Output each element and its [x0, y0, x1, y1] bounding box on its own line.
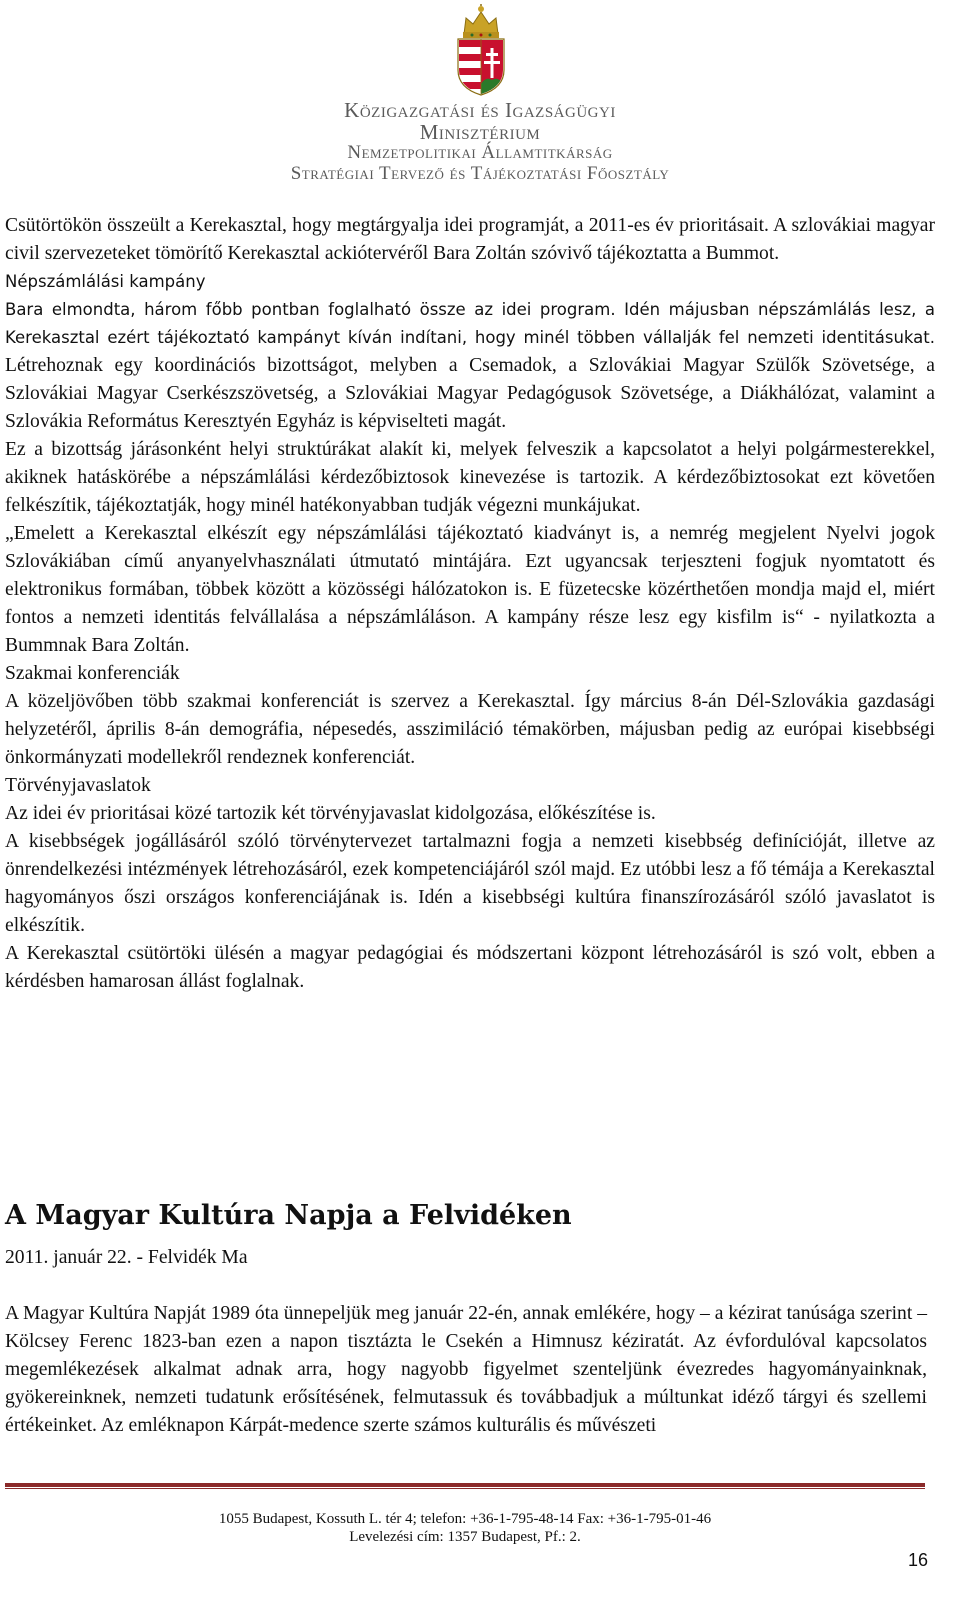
- paragraph-2-serif-part: Létrehoznak egy koordinációs bizottságot, melyben a Csemadok, a Szlovákiai Magyar Szülők Szövetsége, a Szlovákiai Magyar Cserkészszövetség, a Szlovákiai Magyar Pedagógusok Szövetsége, a Diákhálózat, valamint a Szlovákia Református Keresztyén Egyház is képviselteti magát.: [5, 355, 935, 432]
- org-name-line1: Közigazgatási és Igazságügyi: [344, 98, 616, 122]
- hungarian-coat-of-arms-icon: [452, 4, 510, 96]
- article-2-title: A Magyar Kultúra Napja a Felvidéken: [5, 1200, 572, 1231]
- page-number: 16: [907, 1550, 928, 1570]
- article-1-paragraph-2: [5, 296, 935, 436]
- org-department-line: Nemzetpolitikai Államtitkárság: [347, 142, 613, 163]
- paragraph-2-sans-part: Bara elmondta, három főbb pontban foglalható össze az idei program. Idén májusban népszámlálás lesz, a Kerekasztal ezért tájékoztató kampányt kíván indítani, hogy minél többen vállalják fel nemzeti identitásukat.: [5, 300, 935, 347]
- letterhead: [0, 0, 960, 200]
- article-2-paragraph-1: A Magyar Kultúra Napját 1989 óta ünnepeljük meg január 22-én, annak emlékére, hogy – a kézirat tanúsága szerint – Kölcsey Ferenc 1823-ban ezen a napon tisztázta le Csekén a Himnusz kéziratát. Az évfordulóval kapcsolatos megemlékezések alkalmat adnak arra, hogy nagyobb figyelmet szenteljünk évezredes hagyományainknak, gyökereinknek, nemzeti tudatunk erősítésének, felmutassuk és továbbadjuk a múltunkat idéző tárgyi és szellemi értékeinket. Az emléknapon Kárpát-medence szerte számos kulturális és művészeti: [5, 1303, 927, 1436]
- footer-mailing-address: Levelezési cím: 1357 Budapest, Pf.: 2.: [349, 1529, 581, 1545]
- article-1-body: [5, 212, 935, 996]
- org-name-line2: Minisztérium: [419, 120, 541, 144]
- subheading-conferences: Szakmai konferenciák: [5, 663, 180, 684]
- article-1-paragraph-8: A Kerekasztal csütörtöki ülésén a magyar pedagógiai és módszertani központ létrehozásáról is szó volt, ebben a kérdésben hamarosan állást foglalnak.: [5, 943, 935, 992]
- subheading-bills: Törvényjavaslatok: [5, 775, 151, 796]
- subheading-census-campaign: Népszámlálási kampány: [5, 272, 206, 291]
- article-1-paragraph-7: A kisebbségek jogállásáról szóló törvénytervezet tartalmazni fogja a nemzeti kisebbség definícióját, illetve az önrendelkezési intézmények létrehozásáról, ezek kompetenciájáról szól majd. Ez utóbbi lesz a fő témája a Kerekasztal hagyományos őszi országos konferenciájának is. Idén a kisebbségi kultúra finanszírozásáról szóló javaslatot is elkészítik.: [5, 831, 935, 936]
- article-1-paragraph-4: „Emelett a Kerekasztal elkészít egy népszámlálási tájékoztató kiadványt is, a nemrég megjelent Nyelvi jogok Szlovákiában című anyanyelvhasználati útmutató mintájára. Ezt ugyancsak terjeszteni fogjuk nyomtatott és elektronikus formában, többek között a közösségi hálózatokon is. E füzetecske közérthetően mondja majd el, miért fontos a nemzeti identitás felvállalása a népszámláláson. A kampány része lesz egy kisfilm is“ - nyilatkozta a Bummnak Bara Zoltán.: [5, 523, 935, 656]
- article-1-paragraph-6: Az idei év prioritásai közé tartozik két törvényjavaslat kidolgozása, előkészítése is.: [5, 803, 656, 824]
- article-1-paragraph-1: Csütörtökön összeült a Kerekasztal, hogy megtárgyalja idei programját, a 2011-es év prioritásait. A szlovákiai magyar civil szervezeteket tömörítő Kerekasztal ackiótervéről Bara Zoltán szóvivő tájékoztatta a Bummot.: [5, 215, 935, 264]
- article-1-paragraph-3: Ez a bizottság járásonként helyi struktúrákat alakít ki, melyek felveszik a kapcsolatot a helyi polgármesterekkel, akiknek hatáskörébe a népszámlálási kérdezőbiztosok kinevezése is tartozik. A kérdezőbiztosokat ezt követően felkészítik, tájékoztatják, hogy minél hatékonyabban tudják végezni munkájukat.: [5, 439, 935, 516]
- org-division-line: Stratégiai Tervező és Tájékoztatási Főosztály: [290, 163, 670, 184]
- article-2-dateline: 2011. január 22. - Felvidék Ma: [5, 1247, 248, 1268]
- footer-rule: [5, 1483, 925, 1487]
- footer-address: 1055 Budapest, Kossuth L. tér 4; telefon: +36-1-795-48-14 Fax: +36-1-795-01-46: [218, 1511, 712, 1527]
- article-1-paragraph-5: A közeljövőben több szakmai konferenciát is szervez a Kerekasztal. Így március 8-án Dél-Szlovákia gazdasági helyzetéről, április 8-án demográfia, népesedés, asszimiláció témakörben, májusban pedig az európai kisebbségi önkormányzati modellekről rendeznek konferenciát.: [5, 691, 935, 768]
- footer-rule-thin: [5, 1488, 925, 1489]
